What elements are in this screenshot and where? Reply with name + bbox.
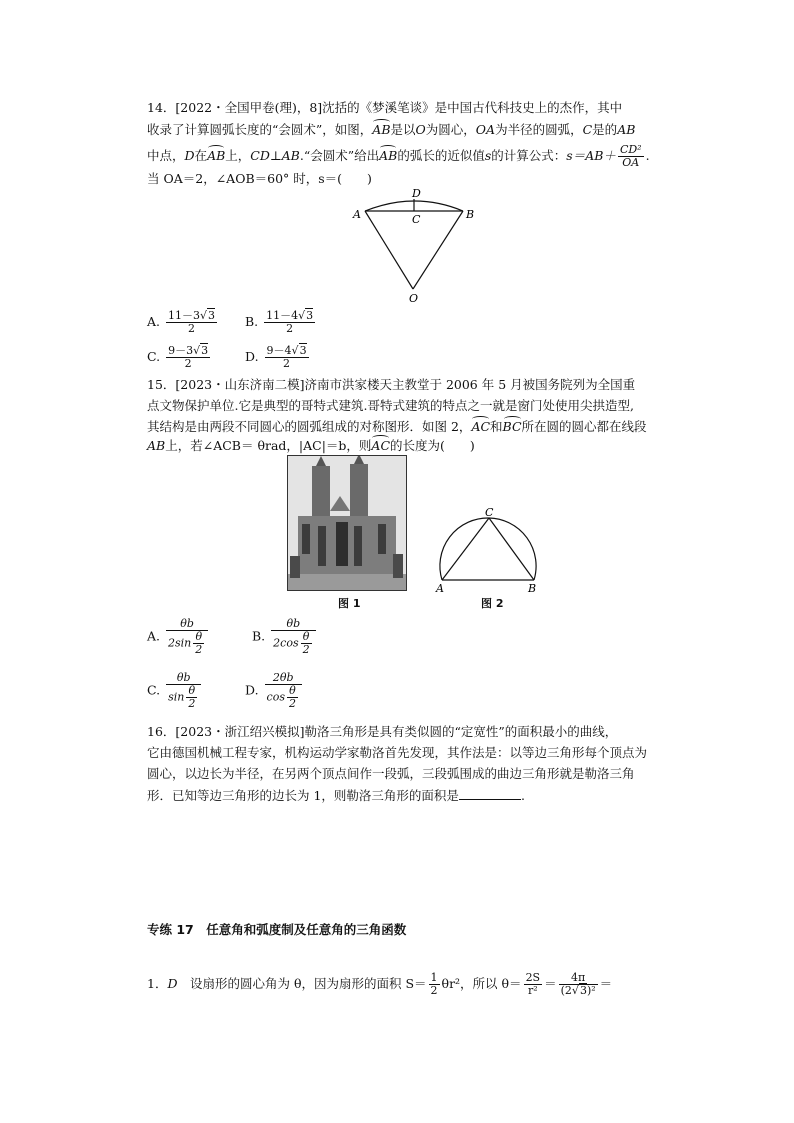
q16-line-3: 圆心，以边长为半径，在另两个顶点间作一段弧，三段弧围成的曲边三角形就是勒洛三角: [147, 766, 635, 781]
point-o: O: [415, 122, 426, 137]
cd-perp-ab: CD⊥AB: [250, 148, 300, 163]
arc-ab-symbol: AB: [372, 122, 391, 137]
denominator: r²: [528, 984, 538, 997]
segment-oa: OA: [475, 122, 496, 137]
denominator: 2: [184, 357, 192, 370]
trig-fn: cos: [266, 690, 285, 704]
q14-text: .“会圆术”给出: [299, 148, 380, 163]
numerator-part: 9－4: [266, 344, 292, 357]
formula-fraction: [618, 144, 644, 169]
point-c: C: [582, 122, 593, 137]
arc-bc-symbol: BC: [502, 419, 522, 434]
trig-fn: 2sin: [168, 636, 192, 650]
q14-text: 的计算公式：: [491, 148, 567, 163]
fraction-4pi: $\frac{4\pi}{\text{(2√3)²}}$: [560, 971, 596, 997]
q15-option-d[interactable]: [245, 672, 304, 710]
option-fraction: [271, 618, 315, 656]
radicand: 3: [299, 344, 307, 357]
q16-text: .: [520, 788, 525, 803]
church-illustration: [288, 456, 406, 590]
label-b: B: [466, 208, 475, 221]
label-a: A: [353, 208, 361, 221]
q15-option-c[interactable]: [147, 672, 203, 710]
label-c: C: [485, 508, 494, 519]
q15-text: 的长度为( ): [390, 438, 475, 453]
radicand: 3: [208, 309, 216, 322]
denominator: 2: [430, 984, 438, 997]
fraction-2s-r2: [524, 972, 543, 997]
numerator-part: 9－3: [168, 344, 194, 357]
radicand: 3: [306, 309, 314, 322]
denominator-part: (2: [560, 984, 572, 997]
option-fraction: [265, 672, 302, 710]
denominator: 2: [286, 322, 294, 335]
equals: ＝: [599, 976, 613, 991]
formula-lhs: s＝AB＋: [566, 148, 616, 163]
arg-numerator: θ: [287, 685, 298, 698]
q15-line-4: [147, 438, 475, 454]
denominator: 2: [188, 322, 195, 335]
radicand: 3: [201, 344, 209, 357]
q14-option-a[interactable]: [147, 310, 219, 335]
option-label: B.: [245, 314, 259, 329]
label-b: B: [528, 582, 537, 595]
numerator: 1: [430, 971, 438, 984]
numerator-part: 11－3: [168, 309, 200, 322]
q15-line-1: 15．[2023・山东济南二模]济南市洪家楼天主教堂于 2006 年 5 月被国务院列为全国重: [147, 377, 636, 392]
q14-text: 上，: [225, 148, 251, 163]
fig1-caption: 图 1: [338, 597, 361, 610]
q14-text: 收录了计算圆弧长度的“会圆术”，如图，: [147, 122, 373, 137]
option-label: C.: [147, 349, 161, 364]
numerator: 2S: [525, 971, 541, 984]
q14-text: 为圆心，: [425, 122, 476, 137]
trig-fn: 2cos: [273, 636, 299, 650]
equals: ＝: [544, 976, 557, 991]
numerator: θb: [166, 672, 201, 685]
arg-numerator: θ: [301, 631, 312, 644]
label-d: D: [412, 187, 421, 200]
answer-number: 1．: [147, 976, 168, 991]
fig2-caption: 图 2: [481, 597, 504, 610]
option-label: A.: [147, 314, 161, 329]
q15-line-3: [147, 419, 647, 435]
answer-text: θr²，所以 θ＝: [441, 976, 522, 991]
q15-option-b[interactable]: [252, 618, 318, 656]
radius-ob: [413, 211, 463, 289]
arc-ac-symbol: AC: [371, 438, 391, 453]
numerator: θb: [271, 618, 315, 631]
radicand: 3: [579, 984, 587, 997]
q14-line-4: 当 OA＝2，∠AOB＝60° 时，s＝( ): [147, 171, 372, 186]
q15-text: 和: [490, 419, 503, 434]
label-c: C: [412, 213, 421, 226]
radius-oa: [365, 211, 413, 289]
q16-line-1: 16．[2023・浙江绍兴模拟]勒洛三角形是具有类似圆的“定宽性”的面积最小的曲线，: [147, 724, 618, 739]
arc-ab-symbol: AB: [379, 148, 398, 163]
q14-text: 在: [194, 148, 208, 163]
answer-blank[interactable]: [459, 787, 521, 800]
arg-denominator: 2: [302, 643, 310, 656]
arg-numerator: θ: [186, 685, 197, 698]
trig-fn: sin: [168, 690, 185, 704]
q14-option-c[interactable]: [147, 345, 212, 370]
q15-line-2: 点文物保护单位.它是典型的哥特式建筑.哥特式建筑的特点之一就是窗门处使用尖拱造型,: [147, 398, 634, 413]
arc-ac-symbol: AC: [471, 419, 491, 434]
arg-denominator: 2: [288, 697, 296, 710]
point-d: D: [184, 148, 195, 163]
numerator: θb: [166, 618, 208, 631]
label-a: A: [436, 582, 444, 595]
arg-numerator: θ: [193, 631, 204, 644]
q14-text: 中点，: [147, 148, 185, 163]
q15-text: 所在圆的圆心都在线段: [521, 419, 647, 434]
option-fraction: [166, 618, 208, 656]
symbol-s: s: [484, 148, 492, 163]
q14-option-d[interactable]: [245, 345, 311, 370]
option-label: C.: [147, 682, 161, 698]
denominator-part: )²: [586, 984, 596, 997]
option-label: B.: [252, 628, 266, 644]
q14-text: 是的: [592, 122, 618, 137]
arg-denominator: 2: [195, 643, 203, 656]
q14-sector-figure: [345, 185, 475, 307]
q16-line-2: 它由德国机械工程专家，机构运动学家勒洛首先发现，其作法是：以等边三角形每个顶点为: [147, 745, 648, 760]
answer-choice: D: [167, 976, 178, 991]
segment-ac: [442, 518, 489, 580]
q14-text: 为半径的圆弧，: [495, 122, 583, 137]
q15-text: 上，若∠ACB＝ θrad，|AC|＝b，则: [165, 438, 372, 453]
label-o: O: [409, 292, 419, 305]
section-title: 专练 17 任意角和弧度制及任意角的三角函数: [147, 922, 407, 937]
option-fraction: [166, 672, 201, 710]
q14-text: 的弧长的近似值: [397, 148, 485, 163]
q15-arch-figure: [430, 508, 540, 596]
half-fraction: [429, 972, 440, 997]
option-fraction: $\frac{11-3√3}{2}$: [168, 309, 216, 335]
option-fraction: $\frac{9-4√3}{2}$: [266, 344, 307, 370]
q15-option-a[interactable]: [147, 618, 210, 656]
formula-numerator: CD²: [619, 143, 642, 156]
q16-text: 形．已知等边三角形的边长为 1，则勒洛三角形的面积是: [147, 788, 459, 803]
answer-1: [147, 972, 612, 997]
arg-denominator: 2: [188, 697, 196, 710]
numerator: 2θb: [265, 672, 302, 685]
option-fraction: $\frac{9-3√3}{2}$: [168, 344, 209, 370]
church-photo: [287, 455, 407, 591]
denominator: 2: [283, 357, 291, 370]
q14-line-3: 中点，D在AB上，CD⊥AB.“会圆术”给出AB的弧长的近似值s的计算公式：s＝AB＋ $\frac{\text{CD²}}{OA}$ .: [147, 143, 650, 169]
option-label: A.: [147, 628, 161, 644]
option-label: D.: [245, 682, 259, 698]
option-fraction: $\frac{11-4√3}{2}$: [266, 309, 314, 335]
numerator: 4π: [559, 972, 598, 985]
answer-text: 设扇形的圆心角为 θ，因为扇形的面积 S＝: [190, 976, 427, 991]
q14-line-2: [147, 122, 635, 138]
q16-line-4: [147, 787, 525, 804]
segment-ab: AB: [617, 122, 636, 137]
q14-option-b[interactable]: [245, 310, 317, 335]
option-label: D.: [245, 349, 259, 364]
segment-ab: AB: [147, 438, 166, 453]
formula-denominator: OA: [622, 156, 640, 169]
q14-line-1: 14．[2022・全国甲卷(理)，8]沈括的《梦溪笔谈》是中国古代科技史上的杰作，其中: [147, 100, 623, 115]
segment-bc: [489, 518, 534, 580]
arc-ab-symbol: AB: [207, 148, 226, 163]
q14-text: 是以: [390, 122, 416, 137]
q15-text: 其结构是由两段不同圆心的圆弧组成的对称图形．如图 2，: [147, 419, 472, 434]
numerator-part: 11－4: [266, 309, 299, 322]
